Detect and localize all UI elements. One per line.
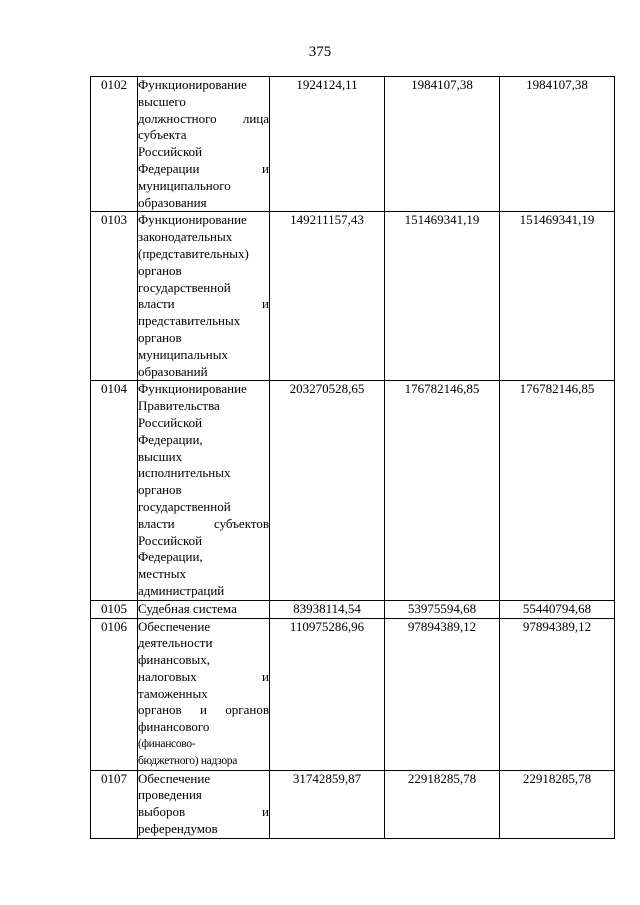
section-name-cell (138, 381, 270, 600)
amount-cell-2: 151469341,19 (385, 212, 500, 381)
section-code-cell: 0103 (91, 212, 138, 381)
amount-cell-3: 176782146,85 (500, 381, 615, 600)
section-name-cell (138, 77, 270, 212)
amount-cell-3: 22918285,78 (500, 770, 615, 838)
amount-cell-2: 53975594,68 (385, 600, 500, 618)
amount-cell-3: 97894389,12 (500, 618, 615, 770)
section-name-line: государственной (138, 279, 231, 295)
section-name-line: Федерации, (138, 431, 203, 447)
section-name-line: органов (138, 482, 182, 498)
amount-cell-1: 110975286,96 (270, 618, 385, 770)
section-name-line: органов и органов (138, 702, 269, 718)
section-name-cell (138, 618, 270, 770)
section-name-line: бюджетного) надзора (138, 754, 238, 767)
table-row (91, 618, 615, 770)
amount-cell-3: 55440794,68 (500, 600, 615, 618)
section-name-line: финансовых, (138, 652, 210, 668)
amount-cell-2: 22918285,78 (385, 770, 500, 838)
section-name-line: референдумов (138, 821, 218, 837)
section-name-line: власти субъектов (138, 515, 269, 531)
section-name-cell (138, 600, 270, 618)
section-name-line: местных (138, 566, 186, 582)
section-code-cell: 0102 (91, 77, 138, 212)
budget-table (90, 76, 615, 839)
section-name-line: Функционирование (138, 381, 247, 397)
budget-table-body (91, 77, 615, 839)
section-name-line: таможенных (138, 685, 208, 701)
section-name-line: Федерации и (138, 160, 269, 176)
section-name-line: Российской (138, 532, 203, 548)
section-name-line: исполнительных (138, 465, 231, 481)
amount-cell-2: 97894389,12 (385, 618, 500, 770)
section-name-line: (представительных) (138, 245, 249, 261)
section-name-line: муниципальных (138, 346, 229, 362)
amount-cell-2: 176782146,85 (385, 381, 500, 600)
section-code-cell: 0106 (91, 618, 138, 770)
section-name-line: представительных (138, 313, 241, 329)
table-row (91, 381, 615, 600)
amount-cell-1: 149211157,43 (270, 212, 385, 381)
section-name-line: высшего (138, 93, 186, 109)
table-row (91, 212, 615, 381)
section-name-line: власти и (138, 296, 269, 312)
amount-cell-1: 31742859,87 (270, 770, 385, 838)
section-code-cell: 0105 (91, 600, 138, 618)
section-name-line: Российской (138, 414, 203, 430)
section-name-line: проведения (138, 787, 202, 803)
section-name-line: выборов и (138, 804, 269, 820)
section-name-line: (финансово- (138, 738, 196, 751)
amount-cell-1: 203270528,65 (270, 381, 385, 600)
section-name-line: Правительства (138, 398, 220, 414)
section-name-line: высших (138, 448, 183, 464)
section-name-line: Обеспечение (138, 618, 211, 634)
section-name-cell (138, 770, 270, 838)
amount-cell-3: 151469341,19 (500, 212, 615, 381)
table-row (91, 77, 615, 212)
section-name-line: субъекта (138, 127, 187, 143)
amount-cell-1: 83938114,54 (270, 600, 385, 618)
amount-cell-1: 1924124,11 (270, 77, 385, 212)
section-name-line: Обеспечение (138, 770, 211, 786)
section-name-line: образования (138, 194, 207, 210)
section-name-line: образований (138, 363, 208, 379)
section-name-cell (138, 212, 270, 381)
table-row (91, 600, 615, 618)
section-name-line: налоговых и (138, 668, 269, 684)
section-code-cell: 0104 (91, 381, 138, 600)
section-name-line: финансового (138, 719, 210, 735)
section-name-line: Федерации, (138, 549, 203, 565)
section-name-line: должностного лица (138, 110, 269, 126)
page-number: 375 (308, 44, 332, 60)
section-name-line: Судебная система (138, 600, 237, 616)
section-name-line: органов (138, 329, 182, 345)
section-name-line: Российской (138, 144, 203, 160)
amount-cell-3: 1984107,38 (500, 77, 615, 212)
amount-cell-2: 1984107,38 (385, 77, 500, 212)
section-name-line: Функционирование (138, 77, 247, 92)
section-name-line: органов (138, 262, 182, 278)
section-name-line: законодательных (138, 229, 233, 245)
section-name-line: государственной (138, 498, 231, 514)
section-name-line: муниципального (138, 177, 231, 193)
section-name-line: Функционирование (138, 212, 247, 228)
section-name-line: деятельности (138, 635, 213, 651)
section-name-line: администраций (138, 582, 225, 598)
section-code-cell: 0107 (91, 770, 138, 838)
table-row (91, 770, 615, 838)
